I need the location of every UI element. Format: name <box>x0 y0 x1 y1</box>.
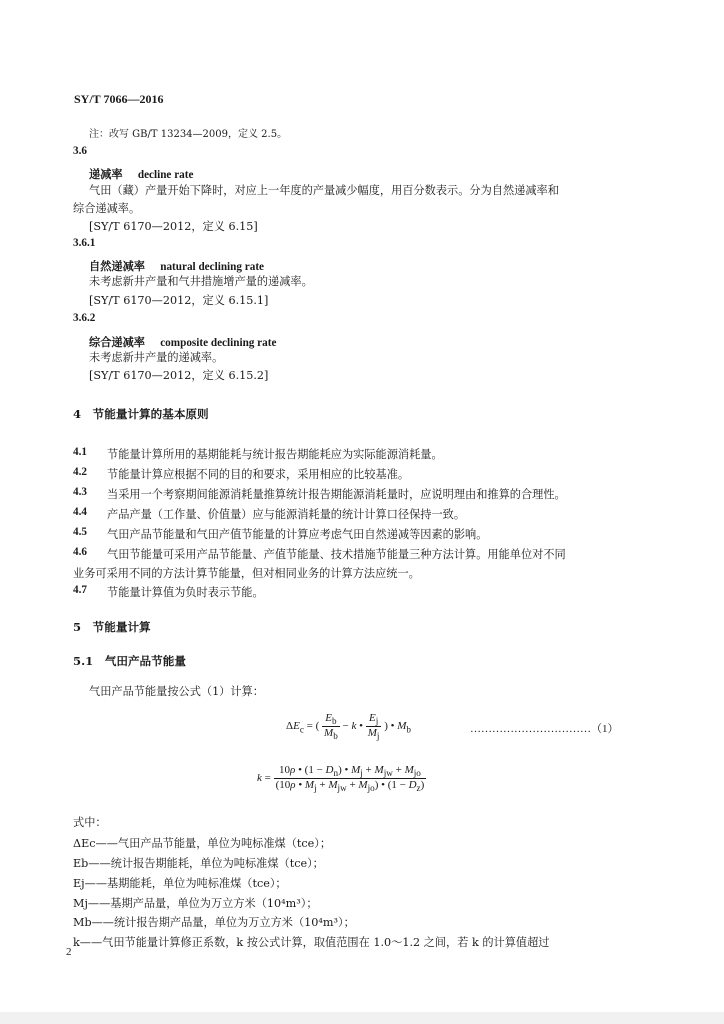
variable-definition: Mb——统计报告期产品量，单位为万立方米（10⁴m³）； <box>73 916 355 929</box>
formula-intro: 气田产品节能量按公式（1）计算： <box>89 685 264 698</box>
variable-definition: Ej——基期能耗，单位为吨标准煤（tce）； <box>73 877 287 890</box>
clause-text: 产品产量（工作量、价值量）应与能源消耗量的统计计算口径保持一致。 <box>107 508 466 521</box>
scan-footer-strip <box>0 1012 724 1024</box>
clause-text: 当采用一个考察期间能源消耗量推算统计报告期能源消耗量时，应说明理由和推算的合理性。 <box>107 488 566 501</box>
clause-text: 节能量计算值为负时表示节能。 <box>107 586 264 599</box>
reference: [SY/T 6170—2012，定义 6.15.2] <box>89 369 269 382</box>
definition-line: 综合递减率。 <box>73 202 141 215</box>
section-heading-5-1: 5.1 气田产品节能量 <box>73 654 186 668</box>
equation-number: ……………………………（1） <box>470 723 619 735</box>
section-heading-4: 4 节能量计算的基本原则 <box>73 407 209 421</box>
clause-text: 气田节能量可采用产品节能量、产值节能量、技术措施节能量三种方法计算。用能单位对不同 <box>107 548 566 561</box>
clause-number: 4.4 <box>73 506 87 518</box>
standard-code-header: SY/T 7066—2016 <box>74 92 164 106</box>
term-en: natural declining rate <box>160 261 265 273</box>
term-composite-declining-rate <box>89 331 276 350</box>
term-decline-rate <box>89 163 193 182</box>
clause-text: 气田产品节能量和气田产值节能量的计算应考虑气田自然递减等因素的影响。 <box>107 528 488 541</box>
clause-number-3-6-1: 3.6.1 <box>73 237 96 249</box>
term-cn: 递减率 <box>89 167 123 181</box>
clause-number-3-6: 3.6 <box>73 145 87 157</box>
clause-number: 4.1 <box>73 446 87 458</box>
clause-number: 4.7 <box>73 584 87 596</box>
section-heading-5: 5 节能量计算 <box>73 620 151 634</box>
formula-k: k = $\frac{10\rho • (1 - D_n) • M_j + M_{jw} + M_{jo}}{(10\rho • M_j + M_{jw} + M_{jo}) • (1 - D_z)}$ <box>257 764 425 794</box>
variable-definition: ΔEc——气田产品节能量，单位为吨标准煤（tce）； <box>73 837 332 850</box>
variable-definition: k——气田节能量计算修正系数，k 按公式计算，取值范围在 1.0～1.2 之间，若 k 的计算值超过 <box>73 936 550 949</box>
term-natural-declining-rate <box>89 255 264 274</box>
page-number: 2 <box>66 946 72 958</box>
clause-text: 业务可采用不同的方法计算节能量，但对相同业务的计算方法应统一。 <box>73 567 420 580</box>
reference: [SY/T 6170—2012，定义 6.15.1] <box>89 294 269 307</box>
variable-definition: Eb——统计报告期能耗，单位为吨标准煤（tce）； <box>73 857 324 870</box>
term-en: composite declining rate <box>160 337 277 349</box>
term-cn: 自然递减率 <box>89 259 145 273</box>
term-en: decline rate <box>137 169 194 181</box>
definition-line: 气田（藏）产量开始下降时，对应上一年度的产量减少幅度，用百分数表示。分为自然递减率和 <box>89 184 559 197</box>
clause-number: 4.6 <box>73 546 87 558</box>
clause-number-3-6-2: 3.6.2 <box>73 312 96 324</box>
clause-text: 节能量计算所用的基期能耗与统计报告期能耗应为实际能源消耗量。 <box>107 448 443 461</box>
where-label: 式中： <box>73 816 107 829</box>
note-text: 注：改写 GB/T 13234—2009，定义 2.5。 <box>89 129 288 140</box>
clause-number: 4.5 <box>73 526 87 538</box>
variable-definition: Mj——基期产品量，单位为万立方米（10⁴m³）； <box>73 897 318 910</box>
clause-number: 4.3 <box>73 486 87 498</box>
definition-line: 未考虑新井产量的递减率。 <box>89 351 224 364</box>
term-cn: 综合递减率 <box>89 335 145 349</box>
clause-number: 4.2 <box>73 466 87 478</box>
formula-1: $\Delta E_c$ = ( $\frac{E_b}{M_b}$ − k • $\frac{E_j}{M_j}$ ) • $M_b$ <box>286 712 411 742</box>
definition-line: 未考虑新井产量和气井措施增产量的递减率。 <box>89 275 313 288</box>
clause-text: 节能量计算应根据不同的目的和要求，采用相应的比较基准。 <box>107 468 410 481</box>
reference: [SY/T 6170—2012，定义 6.15] <box>89 220 258 233</box>
